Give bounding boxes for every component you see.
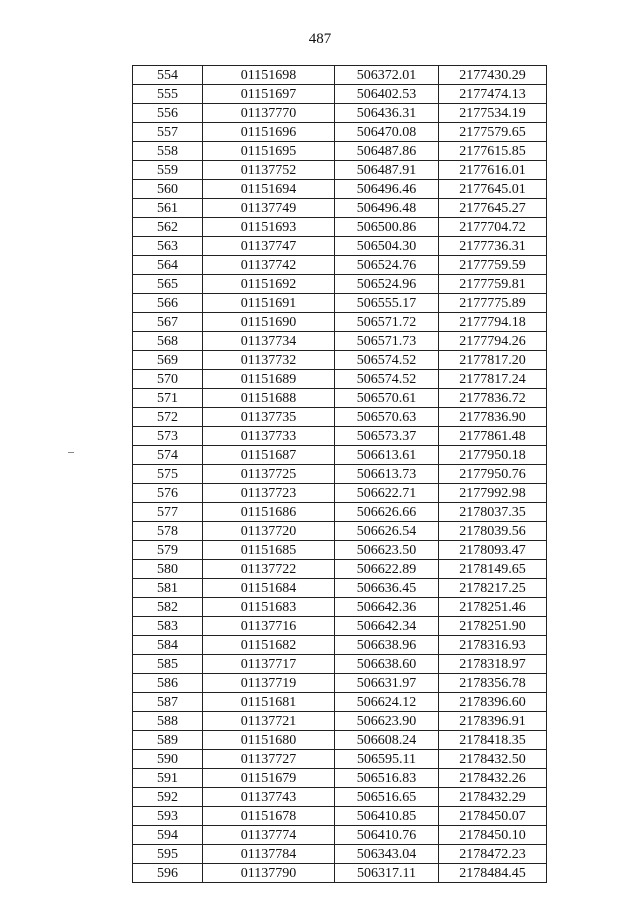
- point-id-cell: 01151678: [203, 807, 335, 826]
- point-number-cell: 590: [133, 750, 203, 769]
- table-row: [133, 560, 547, 579]
- point-id-cell: 01137735: [203, 408, 335, 427]
- table-row: [133, 370, 547, 389]
- point-number-cell: 557: [133, 123, 203, 142]
- y-coordinate-cell: 2177534.19: [439, 104, 547, 123]
- point-number-cell: 576: [133, 484, 203, 503]
- table-row: [133, 85, 547, 104]
- x-coordinate-cell: 506436.31: [335, 104, 439, 123]
- point-number-cell: 588: [133, 712, 203, 731]
- point-id-cell: 01151689: [203, 370, 335, 389]
- table-row: [133, 731, 547, 750]
- x-coordinate-cell: 506608.24: [335, 731, 439, 750]
- point-number-cell: 568: [133, 332, 203, 351]
- x-coordinate-cell: 506470.08: [335, 123, 439, 142]
- point-id-cell: 01137734: [203, 332, 335, 351]
- point-id-cell: 01137723: [203, 484, 335, 503]
- table-row: [133, 522, 547, 541]
- x-coordinate-cell: 506410.85: [335, 807, 439, 826]
- table-row: [133, 351, 547, 370]
- coordinates-table: [132, 65, 547, 883]
- x-coordinate-cell: 506574.52: [335, 351, 439, 370]
- x-coordinate-cell: 506504.30: [335, 237, 439, 256]
- point-id-cell: 01151682: [203, 636, 335, 655]
- y-coordinate-cell: 2178396.91: [439, 712, 547, 731]
- y-coordinate-cell: 2177759.81: [439, 275, 547, 294]
- y-coordinate-cell: 2177775.89: [439, 294, 547, 313]
- x-coordinate-cell: 506487.86: [335, 142, 439, 161]
- point-id-cell: 01151696: [203, 123, 335, 142]
- table-row: [133, 826, 547, 845]
- table-row: [133, 484, 547, 503]
- y-coordinate-cell: 2178039.56: [439, 522, 547, 541]
- table-row: [133, 237, 547, 256]
- point-id-cell: 01151687: [203, 446, 335, 465]
- table-row: [133, 845, 547, 864]
- point-id-cell: 01137770: [203, 104, 335, 123]
- y-coordinate-cell: 2177836.90: [439, 408, 547, 427]
- y-coordinate-cell: 2178450.07: [439, 807, 547, 826]
- point-id-cell: 01137790: [203, 864, 335, 883]
- point-id-cell: 01137742: [203, 256, 335, 275]
- point-id-cell: 01137749: [203, 199, 335, 218]
- table-row: [133, 541, 547, 560]
- point-id-cell: 01151697: [203, 85, 335, 104]
- x-coordinate-cell: 506496.46: [335, 180, 439, 199]
- y-coordinate-cell: 2177836.72: [439, 389, 547, 408]
- page-number: 487: [308, 31, 332, 47]
- table-row: [133, 503, 547, 522]
- table-row: [133, 750, 547, 769]
- x-coordinate-cell: 506410.76: [335, 826, 439, 845]
- point-number-cell: 593: [133, 807, 203, 826]
- point-id-cell: 01151691: [203, 294, 335, 313]
- y-coordinate-cell: 2178037.35: [439, 503, 547, 522]
- point-id-cell: 01137721: [203, 712, 335, 731]
- point-number-cell: 562: [133, 218, 203, 237]
- point-id-cell: 01137747: [203, 237, 335, 256]
- point-id-cell: 01151683: [203, 598, 335, 617]
- point-number-cell: 594: [133, 826, 203, 845]
- y-coordinate-cell: 2178251.90: [439, 617, 547, 636]
- point-number-cell: 574: [133, 446, 203, 465]
- point-id-cell: 01137727: [203, 750, 335, 769]
- x-coordinate-cell: 506402.53: [335, 85, 439, 104]
- point-id-cell: 01151695: [203, 142, 335, 161]
- point-id-cell: 01137722: [203, 560, 335, 579]
- y-coordinate-cell: 2177817.20: [439, 351, 547, 370]
- y-coordinate-cell: 2178450.10: [439, 826, 547, 845]
- table-row: [133, 104, 547, 123]
- point-number-cell: 560: [133, 180, 203, 199]
- x-coordinate-cell: 506626.66: [335, 503, 439, 522]
- point-number-cell: 592: [133, 788, 203, 807]
- x-coordinate-cell: 506487.91: [335, 161, 439, 180]
- y-coordinate-cell: 2178149.65: [439, 560, 547, 579]
- x-coordinate-cell: 506623.50: [335, 541, 439, 560]
- point-id-cell: 01151692: [203, 275, 335, 294]
- point-id-cell: 01151684: [203, 579, 335, 598]
- table-row: [133, 180, 547, 199]
- y-coordinate-cell: 2178396.60: [439, 693, 547, 712]
- y-coordinate-cell: 2177430.29: [439, 66, 547, 85]
- point-id-cell: 01151690: [203, 313, 335, 332]
- point-id-cell: 01151693: [203, 218, 335, 237]
- x-coordinate-cell: 506570.63: [335, 408, 439, 427]
- point-id-cell: 01151686: [203, 503, 335, 522]
- x-coordinate-cell: 506638.60: [335, 655, 439, 674]
- y-coordinate-cell: 2177474.13: [439, 85, 547, 104]
- point-number-cell: 589: [133, 731, 203, 750]
- x-coordinate-cell: 506524.76: [335, 256, 439, 275]
- table-row: [133, 275, 547, 294]
- point-number-cell: 564: [133, 256, 203, 275]
- table-row: [133, 693, 547, 712]
- x-coordinate-cell: 506622.71: [335, 484, 439, 503]
- y-coordinate-cell: 2178316.93: [439, 636, 547, 655]
- point-id-cell: 01151694: [203, 180, 335, 199]
- x-coordinate-cell: 506496.48: [335, 199, 439, 218]
- point-id-cell: 01151698: [203, 66, 335, 85]
- point-number-cell: 567: [133, 313, 203, 332]
- x-coordinate-cell: 506595.11: [335, 750, 439, 769]
- x-coordinate-cell: 506343.04: [335, 845, 439, 864]
- x-coordinate-cell: 506516.83: [335, 769, 439, 788]
- x-coordinate-cell: 506613.73: [335, 465, 439, 484]
- table-row: [133, 465, 547, 484]
- x-coordinate-cell: 506500.86: [335, 218, 439, 237]
- y-coordinate-cell: 2178318.97: [439, 655, 547, 674]
- point-number-cell: 555: [133, 85, 203, 104]
- x-coordinate-cell: 506613.61: [335, 446, 439, 465]
- table-row: [133, 712, 547, 731]
- x-coordinate-cell: 506574.52: [335, 370, 439, 389]
- table-row: [133, 294, 547, 313]
- x-coordinate-cell: 506642.34: [335, 617, 439, 636]
- table-row: [133, 427, 547, 446]
- table-row: [133, 864, 547, 883]
- point-number-cell: 596: [133, 864, 203, 883]
- point-number-cell: 559: [133, 161, 203, 180]
- y-coordinate-cell: 2177794.18: [439, 313, 547, 332]
- point-number-cell: 584: [133, 636, 203, 655]
- table-row: [133, 199, 547, 218]
- x-coordinate-cell: 506571.72: [335, 313, 439, 332]
- table-row: [133, 598, 547, 617]
- x-coordinate-cell: 506624.12: [335, 693, 439, 712]
- x-coordinate-cell: 506636.45: [335, 579, 439, 598]
- y-coordinate-cell: 2178093.47: [439, 541, 547, 560]
- point-number-cell: 569: [133, 351, 203, 370]
- point-id-cell: 01151688: [203, 389, 335, 408]
- table-row: [133, 142, 547, 161]
- x-coordinate-cell: 506524.96: [335, 275, 439, 294]
- point-id-cell: 01151679: [203, 769, 335, 788]
- y-coordinate-cell: 2177817.24: [439, 370, 547, 389]
- table-row: [133, 313, 547, 332]
- y-coordinate-cell: 2177615.85: [439, 142, 547, 161]
- table-row: [133, 389, 547, 408]
- y-coordinate-cell: 2178484.45: [439, 864, 547, 883]
- point-number-cell: 572: [133, 408, 203, 427]
- table-row: [133, 408, 547, 427]
- table-row: [133, 674, 547, 693]
- y-coordinate-cell: 2178432.29: [439, 788, 547, 807]
- point-number-cell: 571: [133, 389, 203, 408]
- point-id-cell: 01137719: [203, 674, 335, 693]
- point-id-cell: 01137717: [203, 655, 335, 674]
- point-id-cell: 01137733: [203, 427, 335, 446]
- y-coordinate-cell: 2177794.26: [439, 332, 547, 351]
- x-coordinate-cell: 506570.61: [335, 389, 439, 408]
- y-coordinate-cell: 2177759.59: [439, 256, 547, 275]
- y-coordinate-cell: 2178418.35: [439, 731, 547, 750]
- table-row: [133, 788, 547, 807]
- y-coordinate-cell: 2177950.76: [439, 465, 547, 484]
- y-coordinate-cell: 2177992.98: [439, 484, 547, 503]
- point-number-cell: 577: [133, 503, 203, 522]
- point-number-cell: 580: [133, 560, 203, 579]
- point-id-cell: 01137752: [203, 161, 335, 180]
- table-row: [133, 579, 547, 598]
- y-coordinate-cell: 2177861.48: [439, 427, 547, 446]
- point-number-cell: 570: [133, 370, 203, 389]
- point-number-cell: 586: [133, 674, 203, 693]
- table-row: [133, 446, 547, 465]
- coordinates-table-body: [133, 66, 547, 883]
- y-coordinate-cell: 2178432.26: [439, 769, 547, 788]
- point-id-cell: 01137784: [203, 845, 335, 864]
- table-row: [133, 123, 547, 142]
- x-coordinate-cell: 506642.36: [335, 598, 439, 617]
- y-coordinate-cell: 2177645.01: [439, 180, 547, 199]
- point-id-cell: 01137720: [203, 522, 335, 541]
- y-coordinate-cell: 2177616.01: [439, 161, 547, 180]
- point-number-cell: 575: [133, 465, 203, 484]
- y-coordinate-cell: 2178472.23: [439, 845, 547, 864]
- table-row: [133, 66, 547, 85]
- y-coordinate-cell: 2178432.50: [439, 750, 547, 769]
- point-number-cell: 579: [133, 541, 203, 560]
- x-coordinate-cell: 506626.54: [335, 522, 439, 541]
- point-id-cell: 01137716: [203, 617, 335, 636]
- point-number-cell: 561: [133, 199, 203, 218]
- x-coordinate-cell: 506372.01: [335, 66, 439, 85]
- y-coordinate-cell: 2178251.46: [439, 598, 547, 617]
- x-coordinate-cell: 506622.89: [335, 560, 439, 579]
- y-coordinate-cell: 2177704.72: [439, 218, 547, 237]
- point-id-cell: 01137732: [203, 351, 335, 370]
- x-coordinate-cell: 506623.90: [335, 712, 439, 731]
- table-row: [133, 161, 547, 180]
- y-coordinate-cell: 2177579.65: [439, 123, 547, 142]
- point-id-cell: 01151680: [203, 731, 335, 750]
- point-number-cell: 587: [133, 693, 203, 712]
- point-number-cell: 565: [133, 275, 203, 294]
- x-coordinate-cell: 506571.73: [335, 332, 439, 351]
- table-row: [133, 636, 547, 655]
- table-row: [133, 617, 547, 636]
- point-number-cell: 583: [133, 617, 203, 636]
- x-coordinate-cell: 506317.11: [335, 864, 439, 883]
- table-row: [133, 332, 547, 351]
- point-number-cell: 573: [133, 427, 203, 446]
- table-row: [133, 218, 547, 237]
- table-row: [133, 256, 547, 275]
- point-number-cell: 556: [133, 104, 203, 123]
- x-coordinate-cell: 506555.17: [335, 294, 439, 313]
- point-number-cell: 582: [133, 598, 203, 617]
- point-number-cell: 591: [133, 769, 203, 788]
- x-coordinate-cell: 506638.96: [335, 636, 439, 655]
- point-id-cell: 01137743: [203, 788, 335, 807]
- table-row: [133, 769, 547, 788]
- point-id-cell: 01137774: [203, 826, 335, 845]
- point-id-cell: 01151685: [203, 541, 335, 560]
- scan-mark: [68, 452, 74, 453]
- point-id-cell: 01151681: [203, 693, 335, 712]
- y-coordinate-cell: 2177645.27: [439, 199, 547, 218]
- point-number-cell: 566: [133, 294, 203, 313]
- x-coordinate-cell: 506516.65: [335, 788, 439, 807]
- y-coordinate-cell: 2177950.18: [439, 446, 547, 465]
- table-row: [133, 807, 547, 826]
- x-coordinate-cell: 506631.97: [335, 674, 439, 693]
- point-number-cell: 554: [133, 66, 203, 85]
- point-number-cell: 585: [133, 655, 203, 674]
- point-number-cell: 581: [133, 579, 203, 598]
- y-coordinate-cell: 2178356.78: [439, 674, 547, 693]
- point-number-cell: 558: [133, 142, 203, 161]
- point-number-cell: 578: [133, 522, 203, 541]
- point-number-cell: 595: [133, 845, 203, 864]
- point-number-cell: 563: [133, 237, 203, 256]
- point-id-cell: 01137725: [203, 465, 335, 484]
- y-coordinate-cell: 2178217.25: [439, 579, 547, 598]
- x-coordinate-cell: 506573.37: [335, 427, 439, 446]
- table-row: [133, 655, 547, 674]
- y-coordinate-cell: 2177736.31: [439, 237, 547, 256]
